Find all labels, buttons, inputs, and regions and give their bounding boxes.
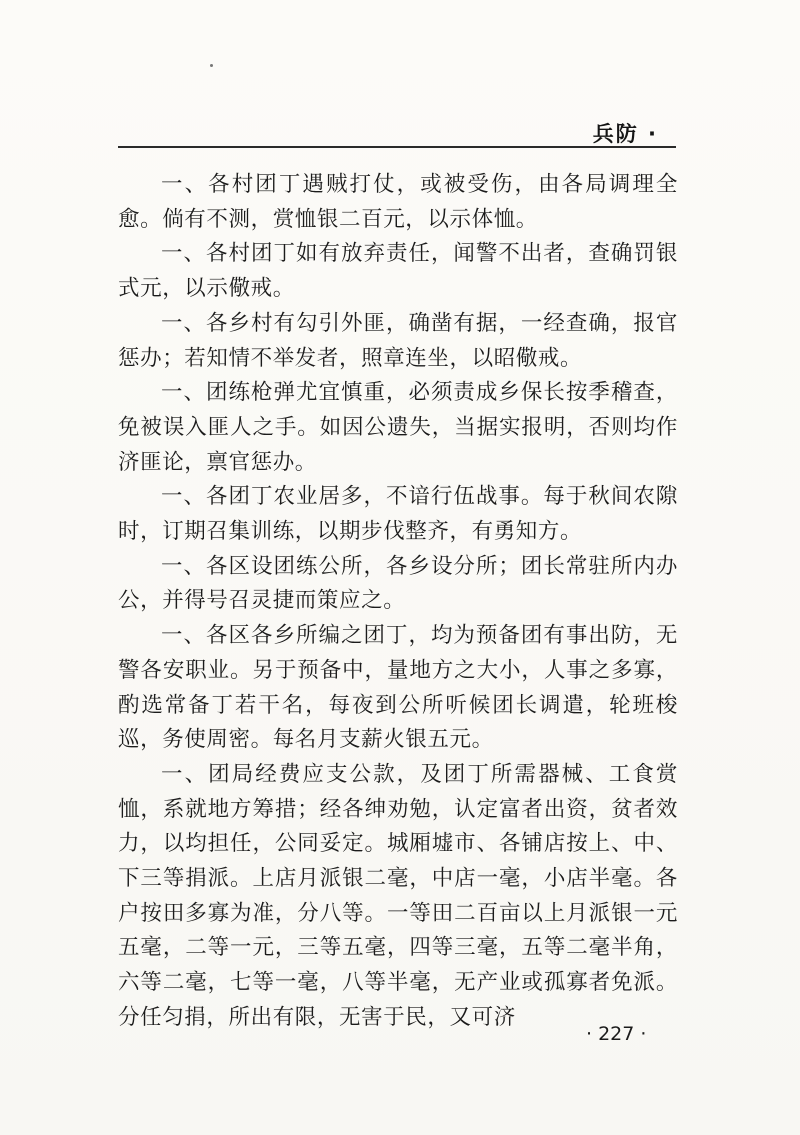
body-text	[118, 168, 678, 1036]
scan-speck	[210, 64, 213, 67]
paragraph: 一、各区各乡所编之团丁，均为预备团有事出防，无警各安职业。另于预备中，量地方之大小，人事之多寡，酌选常备丁若干名，每夜到公所听候团长调遣，轮班梭巡，务使周密。每名月支薪火银五元。	[118, 623, 678, 753]
paragraph: 一、各团丁农业居多，不谙行伍战事。每于秋间农隙时，订期召集训练，以期步伐整齐，有勇知方。	[118, 484, 678, 545]
page-number: · 227 ·	[586, 1023, 647, 1045]
paragraph: 一、各乡村有勾引外匪，确凿有据，一经查确，报官惩办；若知情不举发者，照章连坐，以昭儆戒。	[118, 310, 678, 371]
paragraph: 一、各村团丁如有放弃责任，闻警不出者，查确罚银式元，以示儆戒。	[118, 241, 678, 302]
section-title: 兵防 ·	[592, 122, 658, 146]
header-rule	[118, 146, 676, 148]
paragraph: 一、各区设团练公所，各乡设分所；团长常驻所内办公，并得号召灵捷而策应之。	[118, 553, 678, 614]
paragraph: 一、各村团丁遇贼打仗，或被受伤，由各局调理全愈。倘有不测，赏恤银二百元，以示体恤。	[118, 172, 678, 232]
paragraph: 一、团练枪弹尤宜慎重，必须责成乡保长按季稽查，免被误入匪人之手。如因公遗失，当据实报明，否则均作济匪论，禀官惩办。	[118, 380, 678, 475]
running-header	[118, 118, 676, 146]
paragraph: 一、团局经费应支公款，及团丁所需器械、工食赏恤，系就地方筹措；经各绅劝勉，认定富者出资，贫者效力，以均担任，公同妥定。城厢墟市、各铺店按上、中、下三等捐派。上店月派银二毫，中店一毫，小店半毫。各户按田多寡为准，分八等。一等田二百亩以上月派银一元五毫，二等一元，三等五毫，四等三毫，五等二毫半角，六等二毫，七等一毫，八等半毫，无产业或孤寡者免派。分任匀捐，所出有限，无害于民，又可济	[118, 761, 678, 1030]
